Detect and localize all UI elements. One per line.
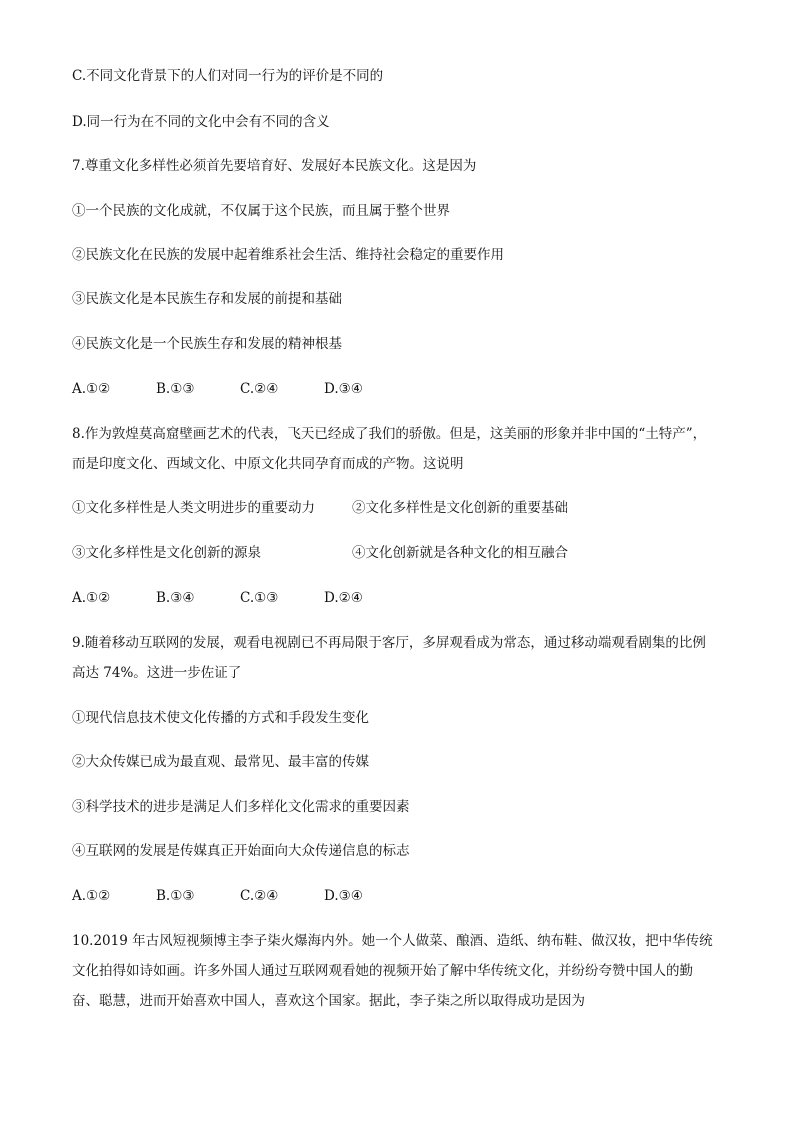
question-9-item-1: ①现代信息技术使文化传播的方式和手段发生变化 xyxy=(72,710,369,726)
option-d-text: D.同一行为在不同的文化中会有不同的含义 xyxy=(72,114,330,130)
question-8-items-row-2 xyxy=(72,544,568,562)
answer-b: B.①③ xyxy=(156,888,195,904)
question-7-item-2: ②民族文化在民族的发展中起着维系社会生活、维持社会稳定的重要作用 xyxy=(72,247,504,263)
question-9-answers xyxy=(72,887,363,905)
question-8-item-2: ②文化多样性是文化创新的重要基础 xyxy=(352,500,568,516)
question-7-item-4: ④民族文化是一个民族生存和发展的精神根基 xyxy=(72,336,342,352)
option-c-text: C.不同文化背景下的人们对同一行为的评价是不同的 xyxy=(72,68,384,84)
question-7-stem: 7.尊重文化多样性必须首先要培育好、发展好本民族文化。这是因为 xyxy=(72,158,477,174)
question-10-stem-line-1: 10.2019 年古风短视频博主李子柒火爆海内外。她一个人做菜、酿酒、造纸、纳布鞋、做汉妆，把中华传统 xyxy=(72,933,713,949)
question-7-answers xyxy=(72,380,363,398)
question-9-stem-line-2: 高达 74%。这进一步佐证了 xyxy=(72,665,242,681)
question-7-item-3: ③民族文化是本民族生存和发展的前提和基础 xyxy=(72,291,342,307)
question-10-stem-line-2: 文化拍得如诗如画。许多外国人通过互联网观看她的视频开始了解中华传统文化，并纷纷夸赞中国人的勤 xyxy=(72,963,693,979)
answer-a: A.①② xyxy=(72,590,111,606)
answer-d: D.③④ xyxy=(324,381,363,397)
question-8-item-1: ①文化多样性是人类文明进步的重要动力 xyxy=(72,500,315,516)
answer-a: A.①② xyxy=(72,888,111,904)
question-8-stem-line-2: 而是印度文化、西域文化、中原文化共同孕育而成的产物。这说明 xyxy=(72,456,464,472)
answer-c: C.①③ xyxy=(240,590,279,606)
answer-a: A.①② xyxy=(72,381,111,397)
answer-b: B.①③ xyxy=(156,381,195,397)
answer-c: C.②④ xyxy=(240,888,279,904)
question-9-item-2: ②大众传媒已成为最直观、最常见、最丰富的传媒 xyxy=(72,754,369,770)
question-8-answers xyxy=(72,589,363,607)
question-9-item-4: ④互联网的发展是传媒真正开始面向大众传递信息的标志 xyxy=(72,843,410,859)
answer-d: D.③④ xyxy=(324,888,363,904)
question-8-stem-line-1: 8.作为敦煌莫高窟壁画艺术的代表，飞天已经成了我们的骄傲。但是，这美丽的形象并非中国的“土特产”， xyxy=(72,426,707,442)
question-7-item-1: ①一个民族的文化成就，不仅属于这个民族，而且属于整个世界 xyxy=(72,203,450,219)
answer-c: C.②④ xyxy=(240,381,279,397)
question-8-item-3: ③文化多样性是文化创新的源泉 xyxy=(72,545,261,561)
question-9-item-3: ③科学技术的进步是满足人们多样化文化需求的重要因素 xyxy=(72,799,410,815)
question-10-stem-line-3: 奋、聪慧，进而开始喜欢中国人，喜欢这个国家。据此，李子柒之所以取得成功是因为 xyxy=(72,993,585,1009)
answer-b: B.③④ xyxy=(156,590,195,606)
question-8-item-4: ④文化创新就是各种文化的相互融合 xyxy=(352,545,568,561)
question-9-stem-line-1: 9.随着移动互联网的发展，观看电视剧已不再局限于客厅，多屏观看成为常态，通过移动端观看剧集的比例 xyxy=(72,635,706,651)
answer-d: D.②④ xyxy=(324,590,363,606)
question-8-items-row-1 xyxy=(72,499,568,517)
